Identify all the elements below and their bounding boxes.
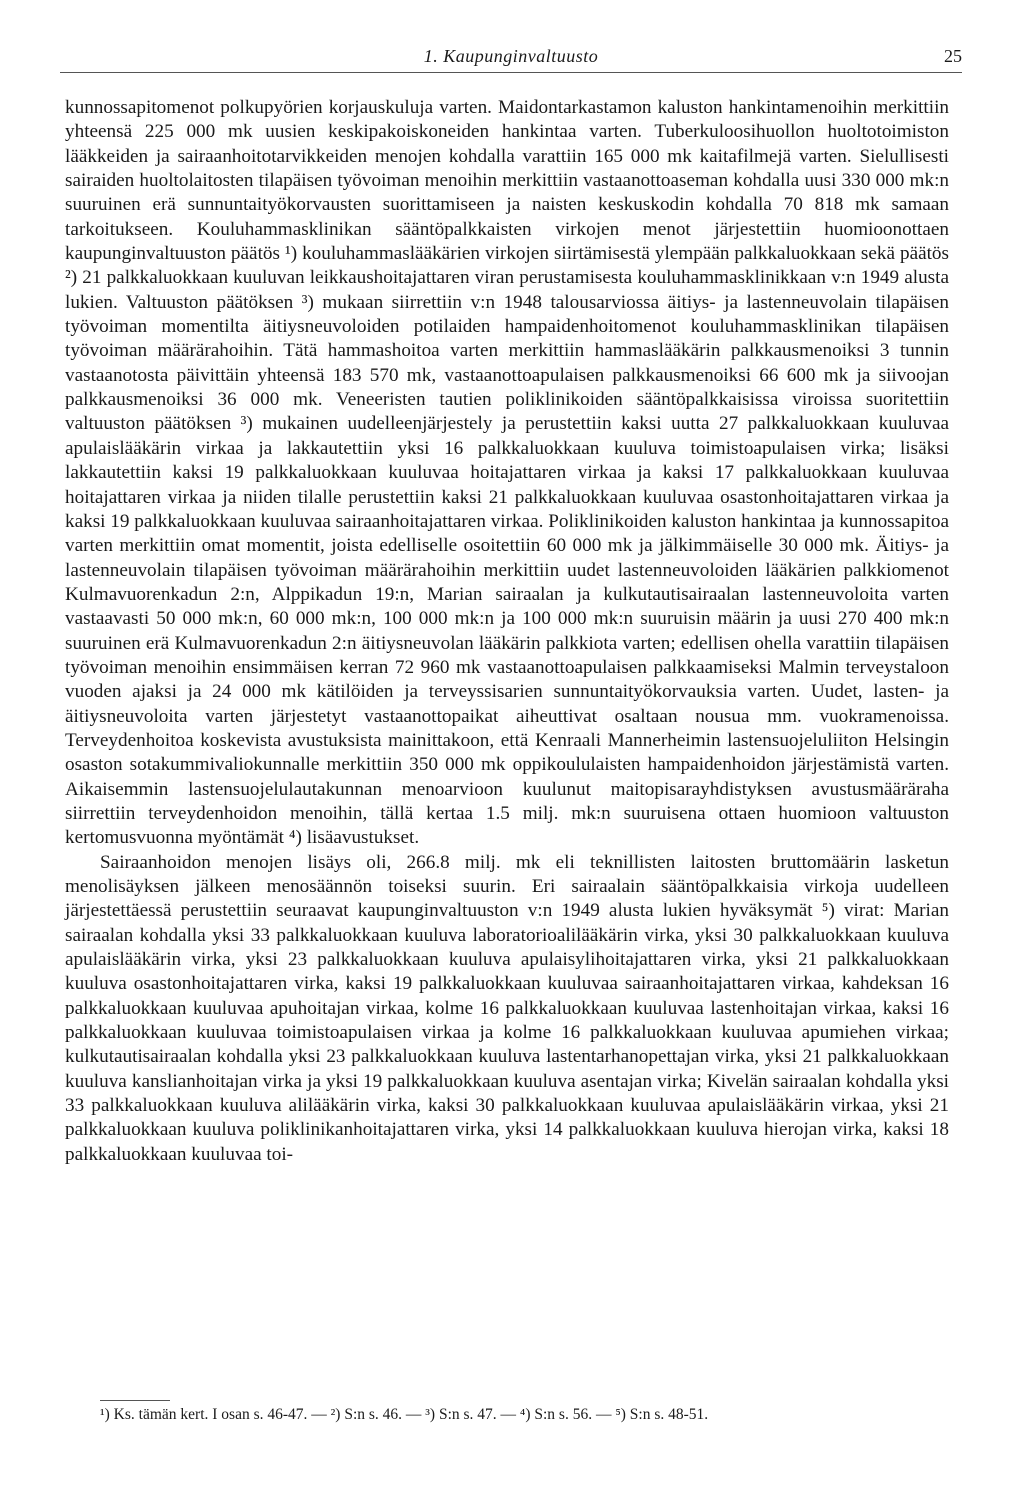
running-header bbox=[60, 46, 962, 73]
page-number: 25 bbox=[944, 46, 962, 66]
paragraph-2: Sairaanhoidon menojen lisäys oli, 266.8 milj. mk eli teknillisten laitosten bruttomäärin lasketun menolisäyksen jälkeen menosäännön toiseksi suurin. Eri sairaalain sääntöpalkkaisia virkoja uudelleen järjestettäessä perustettiin seuraavat kaupunginvaltuuston v:n 1949 alusta lukien hyväksymät ⁵) virat: Marian sairaalan kohdalla yksi 33 palkkaluokkaan kuuluva laboratorioalilääkärin virka, yksi 30 palkkaluokkaan kuuluva apulaislääkärin virka, yksi 23 palkkaluokkaan kuuluva apulaisylihoitajattaren virka, yksi 21 palkkaluokkaan kuuluva osastonhoitajattaren virka, kaksi 19 palkkaluokkaan kuuluvaa sairaanhoitajattaren virkaa, kahdeksan 16 palkkaluokkaan kuuluvaa apuhoitajan virkaa, kolme 16 palkkaluokkaan kuuluvaa lastenhoitajan virkaa, kaksi 16 palkkaluokkaan kuuluvaa toimistoapulaisen virkaa ja kolme 16 palkkaluokkaan kuuluvaa apumiehen virkaa; kulkutautisairaalan kohdalla yksi 23 palkkaluokkaan kuuluva lastentarhanopettajan virka, yksi 21 palkkaluokkaan kuuluva kanslianhoitajan virka ja yksi 19 palkkaluokkaan kuuluva asentajan virka; Kivelän sairaalan kohdalla yksi 33 palkkaluokkaan kuuluva alilääkärin virka, kaksi 30 palkkaluokkaan kuuluvaa apulaislääkärin virkaa, yksi 21 palkkaluokkaan kuuluva poliklinikanhoitajattaren virka, yksi 14 palkkaluokkaan kuuluva hierojan virka, kaksi 18 palkkaluokkaan kuuluvaa toi- bbox=[65, 851, 949, 1165]
footnote-divider bbox=[100, 1400, 170, 1401]
header-title: 1. Kaupunginvaltuusto bbox=[423, 46, 599, 66]
paragraph-1: kunnossapitomenot polkupyörien korjauskuluja varten. Maidontarkastamon kaluston hankintamenoihin merkittiin yhteensä 225 000 mk uusien keskipakoiskoneiden hankintaa varten. Tuberkuloosihuollon huoltotoimiston lääkkeiden ja sairaanhoitotarvikkeiden menojen kohdalla varattiin 165 000 mk kaitafilmejä varten. Sielullisesti sairaiden huoltolaitosten tilapäisen työvoiman menoihin merkittiin vastaanottoaseman kohdalla uusi 330 000 mk:n suuruinen erä sunnuntaityökorvausten suorittamiseen ja naisten keskuskodin kohdalla 70 818 mk samaan tarkoitukseen. Kouluhammasklinikan sääntöpalkkaisten virkojen menot järjestettiin huomioonottaen kaupunginvaltuuston päätös ¹) kouluhammaslääkärien virkojen siirtämisestä ylempään palkkaluokkaan sekä päätös ²) 21 palkkaluokkaan kuuluvan leikkaushoitajattaren viran perustamisesta kouluhammasklinikkaan v:n 1949 alusta lukien. Valtuuston päätöksen ³) mukaan siirrettiin v:n 1948 talousarviossa äitiys- ja lastenneuvolain tilapäisen työvoiman momentilta äitiysneuvoloiden potilaiden hampaidenhoitomenot kouluhammasklinikan tilapäisen työvoiman määrärahoihin. Tätä hammashoitoa varten merkittiin hammaslääkärin palkkausmenoiksi 3 tunnin vastaanotosta päivittäin yhteensä 183 570 mk, vastaanottoapulaisen palkkausmenoiksi 66 600 mk ja siivoojan palkkausmenoiksi 36 000 mk. Veneeristen tautien poliklinikoiden sääntöpalkkaisissa viroissa suoritettiin valtuuston päätöksen ³) mukainen uudelleenjärjestely ja perustettiin kaksi uutta 27 palkkaluokkaan kuuluvaa apulaislääkärin virkaa ja lakkautettiin yksi 16 palkkaluokkaan kuuluva toimistoapulaisen virka; lisäksi lakkautettiin kaksi 19 palkkaluokkaan kuuluvaa hoitajattaren virkaa ja kaksi 17 palkkaluokkaan kuuluvaa hoitajattaren virkaa ja niiden tilalle perustettiin kaksi 21 palkkaluokkaan kuuluvaa osastonhoitajattaren virkaa ja kaksi 19 palkkaluokkaan kuuluvaa sairaanhoitajattaren virkaa. Poliklinikoiden kaluston hankintaa ja kunnossapitoa varten merkittiin omat momentit, joista edelliselle osoitettiin 60 000 mk ja jälkimmäiselle 30 000 mk. Äitiys- ja lastenneuvolain tilapäisen työvoiman määrärahoihin merkittiin uudet lastenneuvoloiden lääkärien palkkiomenot Kulmavuorenkadun 2:n, Alppikadun 19:n, Marian sairaalan ja kulkutautisairaalan lastenneuvoloita varten vastaavasti 50 000 mk:n, 60 000 mk:n, 100 000 mk:n ja 100 000 mk:n suuruisin määrin ja uusi 270 400 mk:n suuruinen erä Kulmavuorenkadun 2:n äitiysneuvolan lääkärin palkkiota varten; edellisen ohella varattiin tilapäisen työvoiman menoihin ensimmäisen kerran 72 960 mk vastaanottoapulaisen palkkaamiseksi Malmin terveystaloon vuoden ajaksi ja 24 000 mk kätilöiden ja terveyssisarien sunnuntaityökorvauksia varten. Uudet, lasten- ja äitiysneuvoloita varten järjestetyt vastaanottopaikat aiheuttivat osaltaan nousua mm. vuokramenoissa. Terveydenhoitoa koskevista avustuksista mainittakoon, että Kenraali Mannerheimin lastensuojeluliiton Helsingin osaston sotakummivaliokunnalle merkittiin 350 000 mk oppikoululaisten hampaidenhoidon järjestämistä varten. Aikaisemmin lastensuojelulautakunnan menoarvioon kuulunut maitopisarayhdistyksen avustusmääräraha siirrettiin terveydenhoidon menoihin, tällä kertaa 1.5 milj. mk:n suuruisena ottaen huomioon valtuuston kertomusvuonna myöntämät ⁴) lisäavustukset. bbox=[65, 97, 949, 849]
footnotes: ¹) Ks. tämän kert. I osan s. 46-47. — ²) S:n s. 46. — ³) S:n s. 47. — ⁴) S:n s. 56. — ⁵) S:n s. 48-51. bbox=[100, 1406, 709, 1423]
body-text bbox=[65, 96, 949, 1167]
